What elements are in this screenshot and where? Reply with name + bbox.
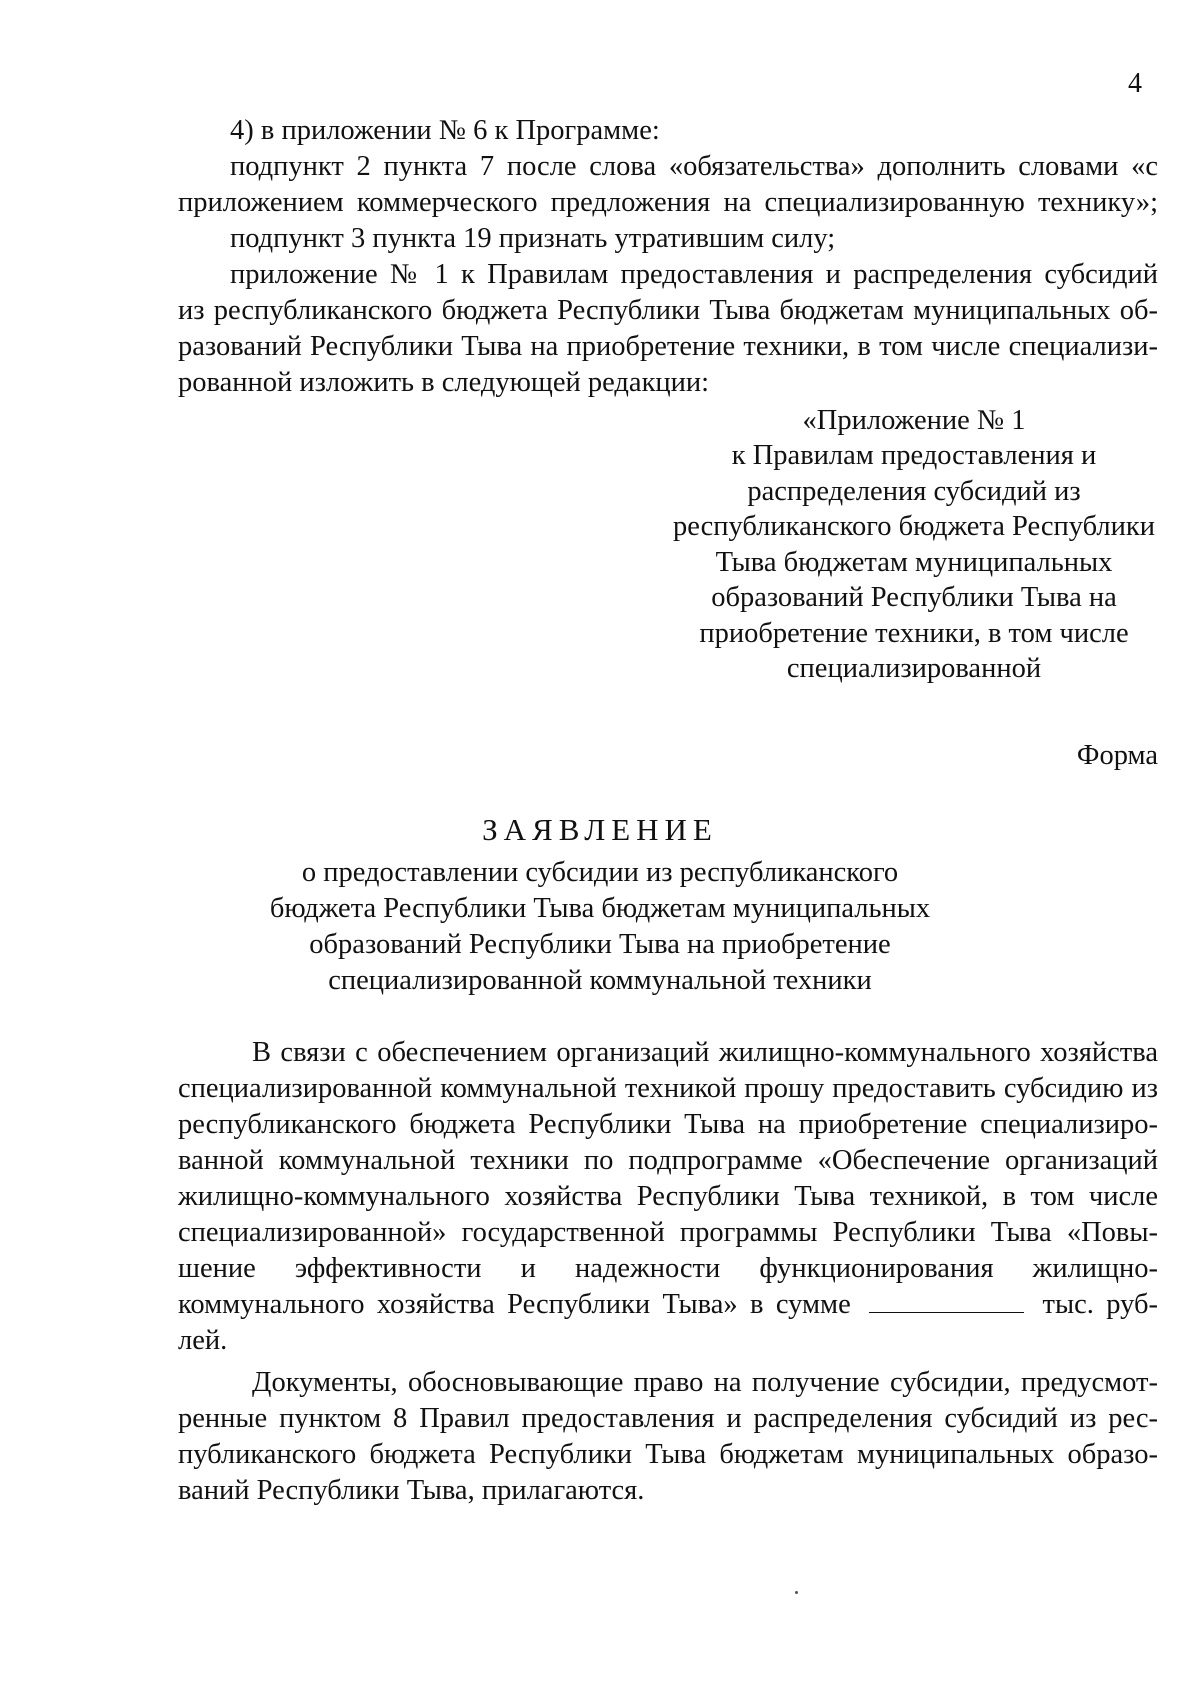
paragraph-line: ваний Республики Тыва, прилагаются. xyxy=(178,1475,645,1506)
amendment-line: рованной изложить в следующей редакции: xyxy=(178,367,710,398)
amount-line-text: коммунального хозяйства Республики Тыва» в сумме xyxy=(178,1289,851,1320)
paragraph-line: В связи с обеспечением организаций жилищно-коммунального хозяйства xyxy=(252,1037,1158,1068)
paragraph-line: ренные пунктом 8 Правил предоставления и распределения субсидий из рес- xyxy=(178,1403,1158,1434)
appendix-header-line: специализированной xyxy=(786,653,1042,684)
statement-subtitle-line: специализированной коммунальной техники xyxy=(328,965,872,996)
paragraph-line: республиканского бюджета Республики Тыва на приобретение специализиро- xyxy=(178,1109,1158,1140)
amount-unit-text: тыс. руб- xyxy=(1042,1289,1159,1320)
page-number: 4 xyxy=(1128,68,1142,99)
appendix-header-line: Тыва бюджетам муниципальных xyxy=(715,547,1113,578)
scan-speck xyxy=(795,1591,798,1594)
appendix-header-line: приобретение техники, в том числе xyxy=(699,618,1129,649)
amendment-item-heading: 4) в приложении № 6 к Программе: xyxy=(230,115,660,146)
paragraph-line: лей. xyxy=(178,1325,228,1356)
paragraph-amount-line xyxy=(178,1287,1158,1323)
amendment-line: из республиканского бюджета Республики Тыва бюджетам муниципальных об- xyxy=(178,295,1158,326)
paragraph-line: Документы, обосновывающие право на получение субсидии, предусмот- xyxy=(252,1367,1158,1398)
appendix-header-line: к Правилам предоставления и xyxy=(731,440,1097,471)
amendment-line: разований Республики Тыва на приобретение техники, в том числе специализи- xyxy=(178,331,1158,362)
statement-subtitle-line: образований Республики Тыва на приобретение xyxy=(309,929,891,960)
appendix-header-line: образований Республики Тыва на xyxy=(711,582,1117,613)
paragraph-line: публиканского бюджета Республики Тыва бюджетам муниципальных образо- xyxy=(178,1439,1158,1470)
statement-title: ЗАЯВЛЕНИЕ xyxy=(482,812,718,847)
amendment-line: приложение № 1 к Правилам предоставления и распределения субсидий xyxy=(230,259,1158,290)
paragraph-line: ванной коммунальной техники по подпрограмме «Обеспечение организаций xyxy=(178,1145,1158,1176)
appendix-header-line: распределения субсидий из xyxy=(747,476,1081,507)
appendix-header-line: республиканского бюджета Республики xyxy=(673,511,1155,542)
statement-subtitle-line: о предоставлении субсидии из республиканского xyxy=(301,857,899,888)
amount-blank-field[interactable] xyxy=(869,1288,1024,1313)
paragraph-line: специализированной» государственной программы Республики Тыва «Повы- xyxy=(178,1217,1158,1248)
form-label: Форма xyxy=(1076,740,1158,771)
paragraph-line: жилищно-коммунального хозяйства Республики Тыва техникой, в том числе xyxy=(178,1181,1158,1212)
amendment-line: подпункт 3 пункта 19 признать утратившим силу; xyxy=(230,223,836,254)
appendix-header-line: «Приложение № 1 xyxy=(802,405,1026,436)
amendment-line: приложением коммерческого предложения на специализированную технику»; xyxy=(178,187,1158,218)
statement-subtitle-line: бюджета Республики Тыва бюджетам муниципальных xyxy=(269,893,931,924)
paragraph-line: шение эффективности и надежности функционирования жилищно- xyxy=(178,1253,1158,1284)
paragraph-line: специализированной коммунальной техникой прошу предоставить субсидию из xyxy=(178,1073,1158,1104)
amendment-line: подпункт 2 пункта 7 после слова «обязательства» дополнить словами «с xyxy=(230,151,1158,182)
